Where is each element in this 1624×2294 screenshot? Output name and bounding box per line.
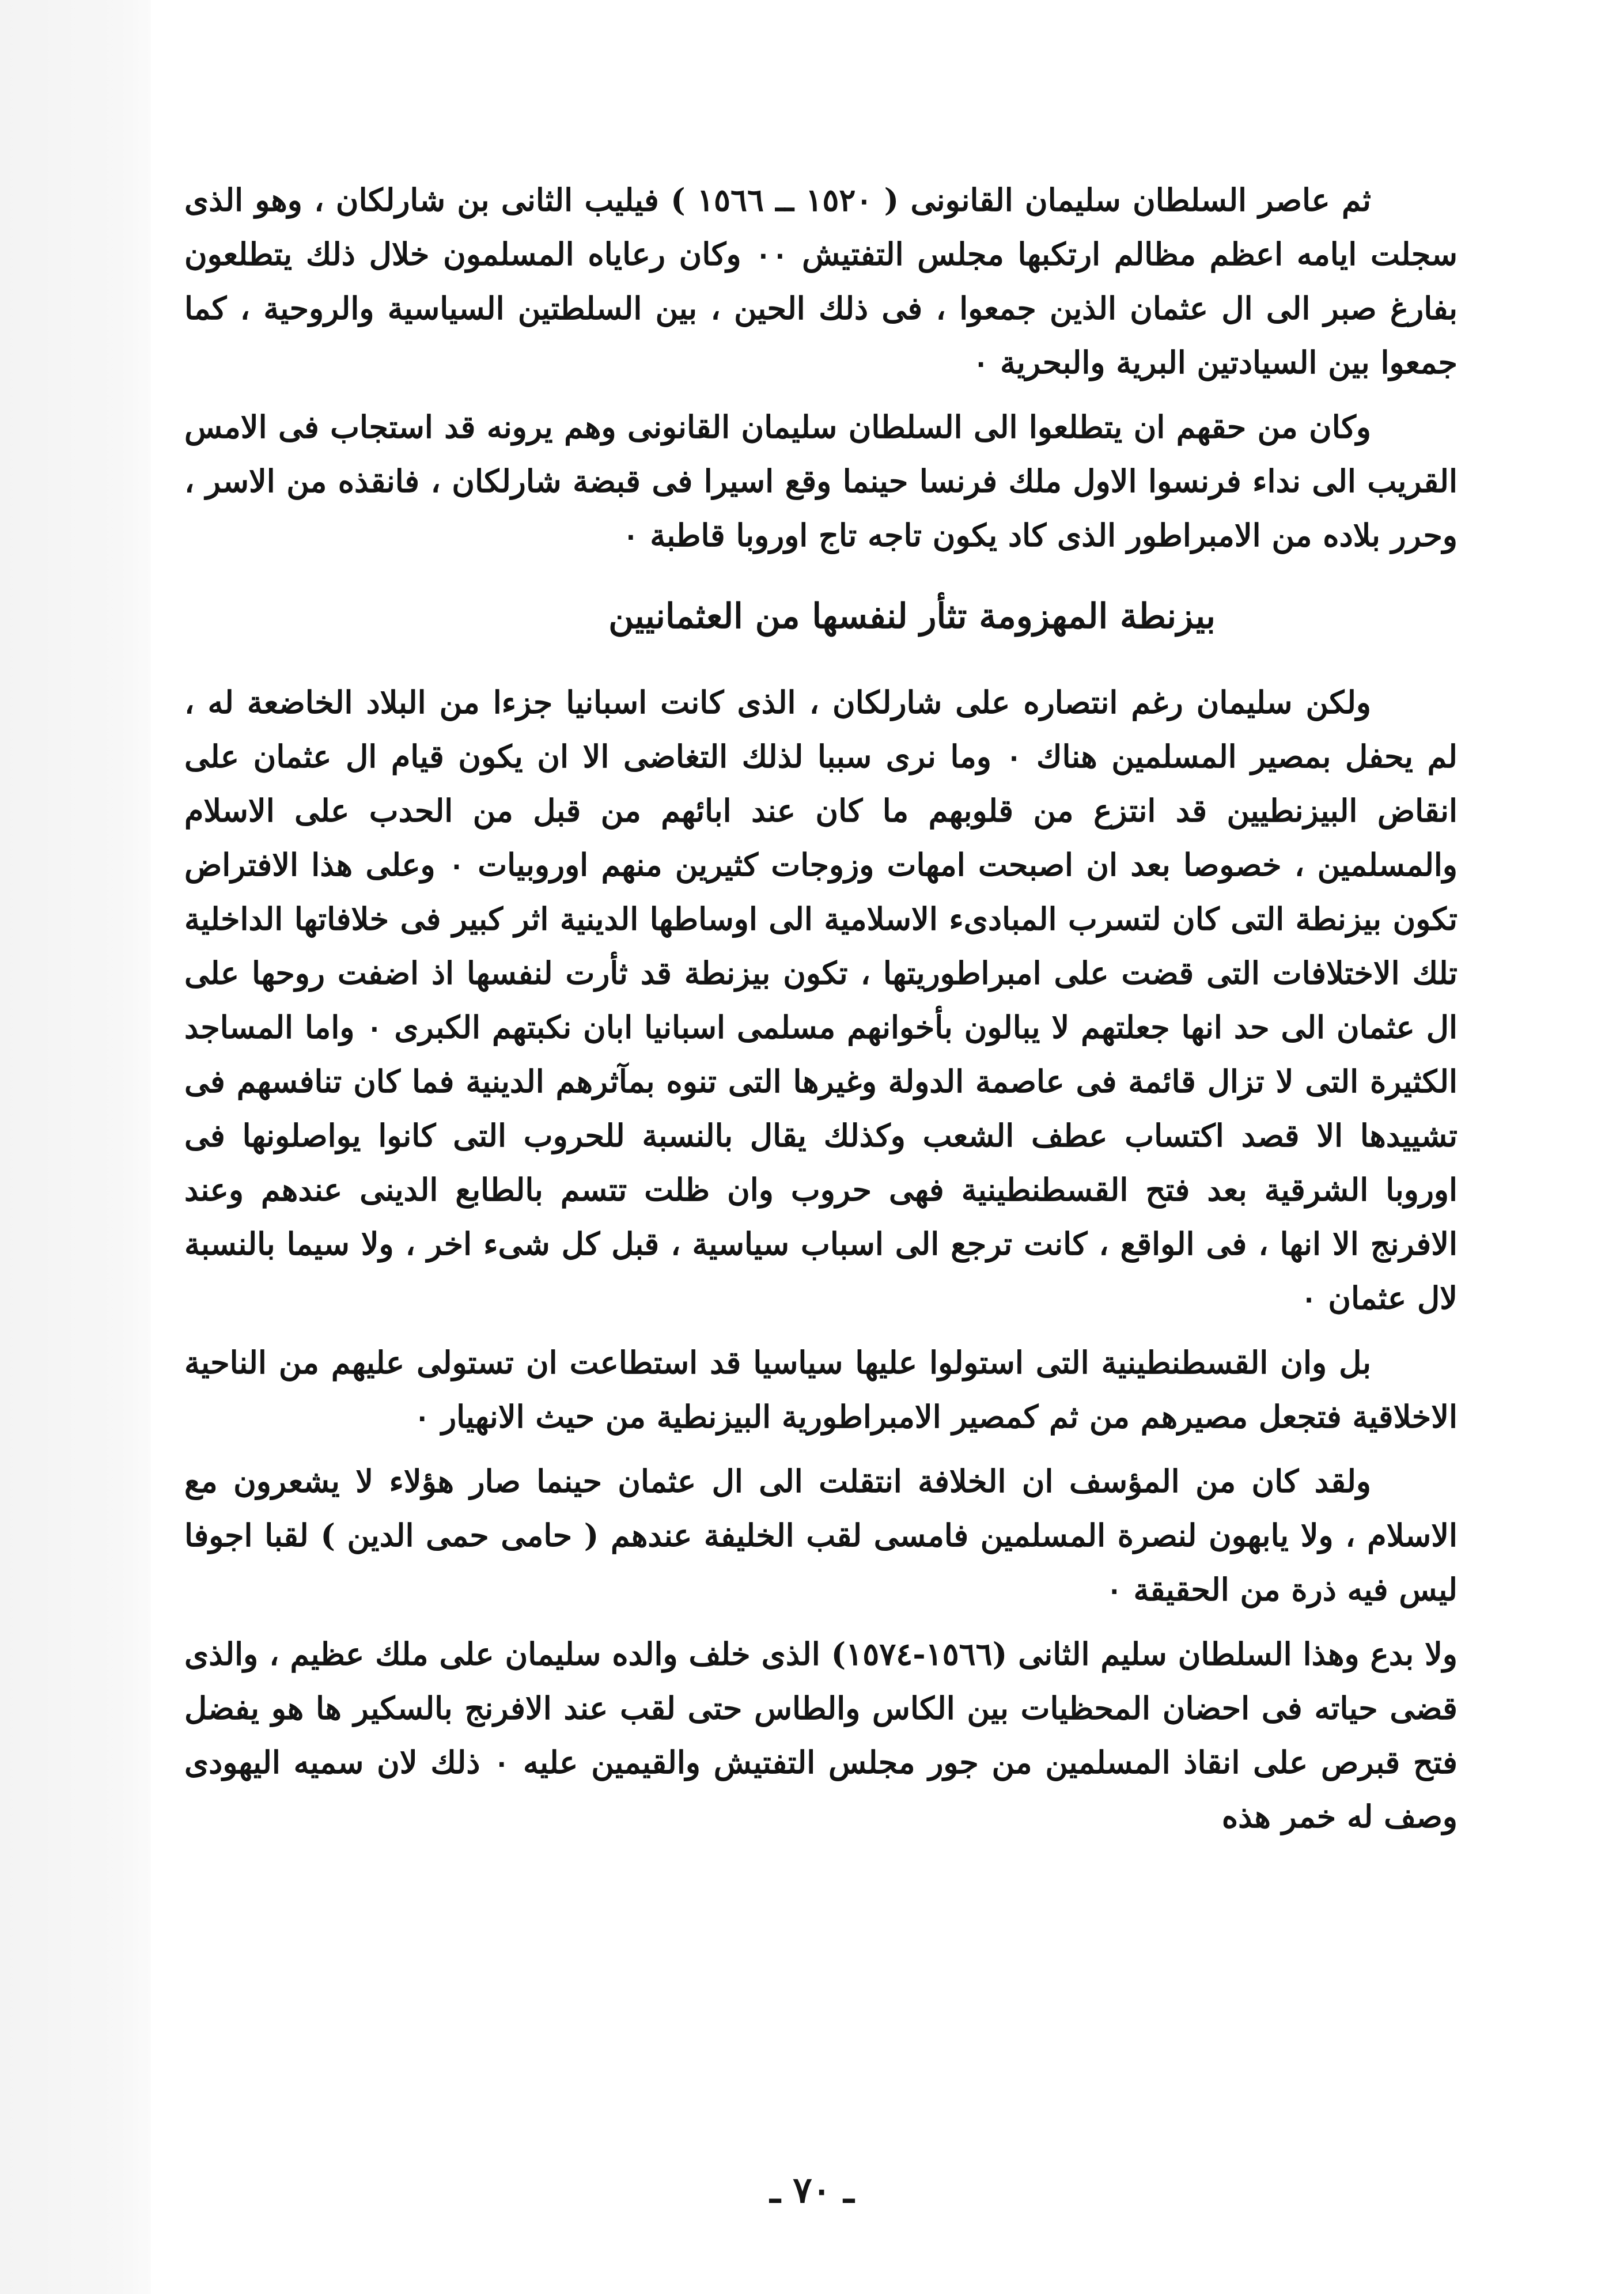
- paragraph-constantinople: بل وان القسطنطينية التى استولوا عليها سياسيا قد استطاعت ان تستولى عليهم من الناحية الاخلاقية فتجعل مصيرهم من ثم كمصير الامبراطورية البيزنطية من حيث الانهيار ٠: [184, 1344, 1458, 1435]
- scan-margin-shadow: [0, 0, 151, 2294]
- paragraph-caliphate: ولقد كان من المؤسف ان الخلافة انتقلت الى ال عثمان حينما صار هؤلاء لا يشعرون مع الاسلام ، ولا يابهون لنصرة المسلمين فامسى لقب الخليفة عندهم ( حامى حمى الدين ) لقبا اجوفا ليس فيه ذرة من الحقيقة ٠: [184, 1463, 1458, 1608]
- book-page: [184, 173, 1458, 2201]
- paragraph-suleiman-philip: ثم عاصر السلطان سليمان القانونى ( ١٥٢٠ ــ ١٥٦٦ ) فيليب الثانى بن شارلكان ، وهو الذى سجلت ايامه اعظم مظالم ارتكبها مجلس التفتيش ٠٠ وكان رعاياه المسلمون خلال ذلك يتطلعون بفارغ صبر الى ال عثمان الذين جمعوا ، فى ذلك الحين ، بين السلطتين السياسية والروحية ، كما جمعوا بين السيادتين البرية والبحرية ٠: [184, 181, 1458, 381]
- paragraph-byzantium-revenge: ولكن سليمان رغم انتصاره على شارلكان ، الذى كانت اسبانيا جزءا من البلاد الخاضعة له ، لم يحفل بمصير المسلمين هناك ٠ وما نرى سببا لذلك التغاضى الا ان يكون قيام ال عثمان على انقاض البيزنطيين قد انتزع من قلوبهم ما كان عند ابائهم من قبل من الحدب على الاسلام والمسلمين ، خصوصا بعد ان اصبحت امهات وزوجات كثيرين منهم اوروبيات ٠ وعلى هذا الافتراض تكون بيزنطة التى كان لتسرب المبادىء الاسلامية الى اوساطها الدينية اثر كبير فى خلافاتها الداخلية تلك الاختلافات التى قضت على امبراطوريتها ، تكون بيزنطة قد ثأرت لنفسها اذ اضفت روحها على ال عثمان الى حد انها جعلتهم لا يبالون بأخوانهم مسلمى اسبانيا ابان نكبتهم الكبرى ٠ واما المساجد الكثيرة التى لا تزال قائمة فى عاصمة الدولة وغيرها التى تنوه بمآثرهم الدينية فما كان تنافسهم فى تشييدها الا قصد اكتساب عطف الشعب وكذلك يقال بالنسبة للحروب التى كانوا يواصلونها فى اوروبا الشرقية بعد فتح القسطنطينية فهى حروب وان ظلت تتسم بالطابع الدينى عندهم وعند الافرنج الا انها ، فى الواقع ، كانت ترجع الى اسباب سياسية ، قبل كل شىء اخر ، ولا سيما بالنسبة لال عثمان ٠: [184, 684, 1458, 1316]
- page-number: ـ ٧٠ ـ: [770, 2169, 854, 2211]
- paragraph-francis-rescue: وكان من حقهم ان يتطلعوا الى السلطان سليمان القانونى وهم يرونه قد استجاب فى الامس القريب الى نداء فرنسوا الاول ملك فرنسا حينما وقع اسيرا فى قبضة شارلكان ، فانقذه من الاسر ، وحرر بلاده من الامبراطور الذى كاد يكون تاجه تاج اوروبا قاطبة ٠: [184, 408, 1458, 554]
- section-heading: بيزنطة المهزومة تثأر لنفسها من العثمانيين: [608, 596, 1216, 637]
- paragraph-selim-second: ولا بدع وهذا السلطان سليم الثانى (١٥٦٦-١٥٧٤) الذى خلف والده سليمان على ملك عظيم ، والذى قضى حياته فى احضان المحظيات بين الكاس والطاس حتى لقب عند الافرنج بالسكير ها هو يفضل فتح قبرص على انقاذ المسلمين من جور مجلس التفتيش والقيمين عليه ٠ ذلك لان سميه اليهودى وصف له خمر هذه: [184, 1636, 1458, 1835]
